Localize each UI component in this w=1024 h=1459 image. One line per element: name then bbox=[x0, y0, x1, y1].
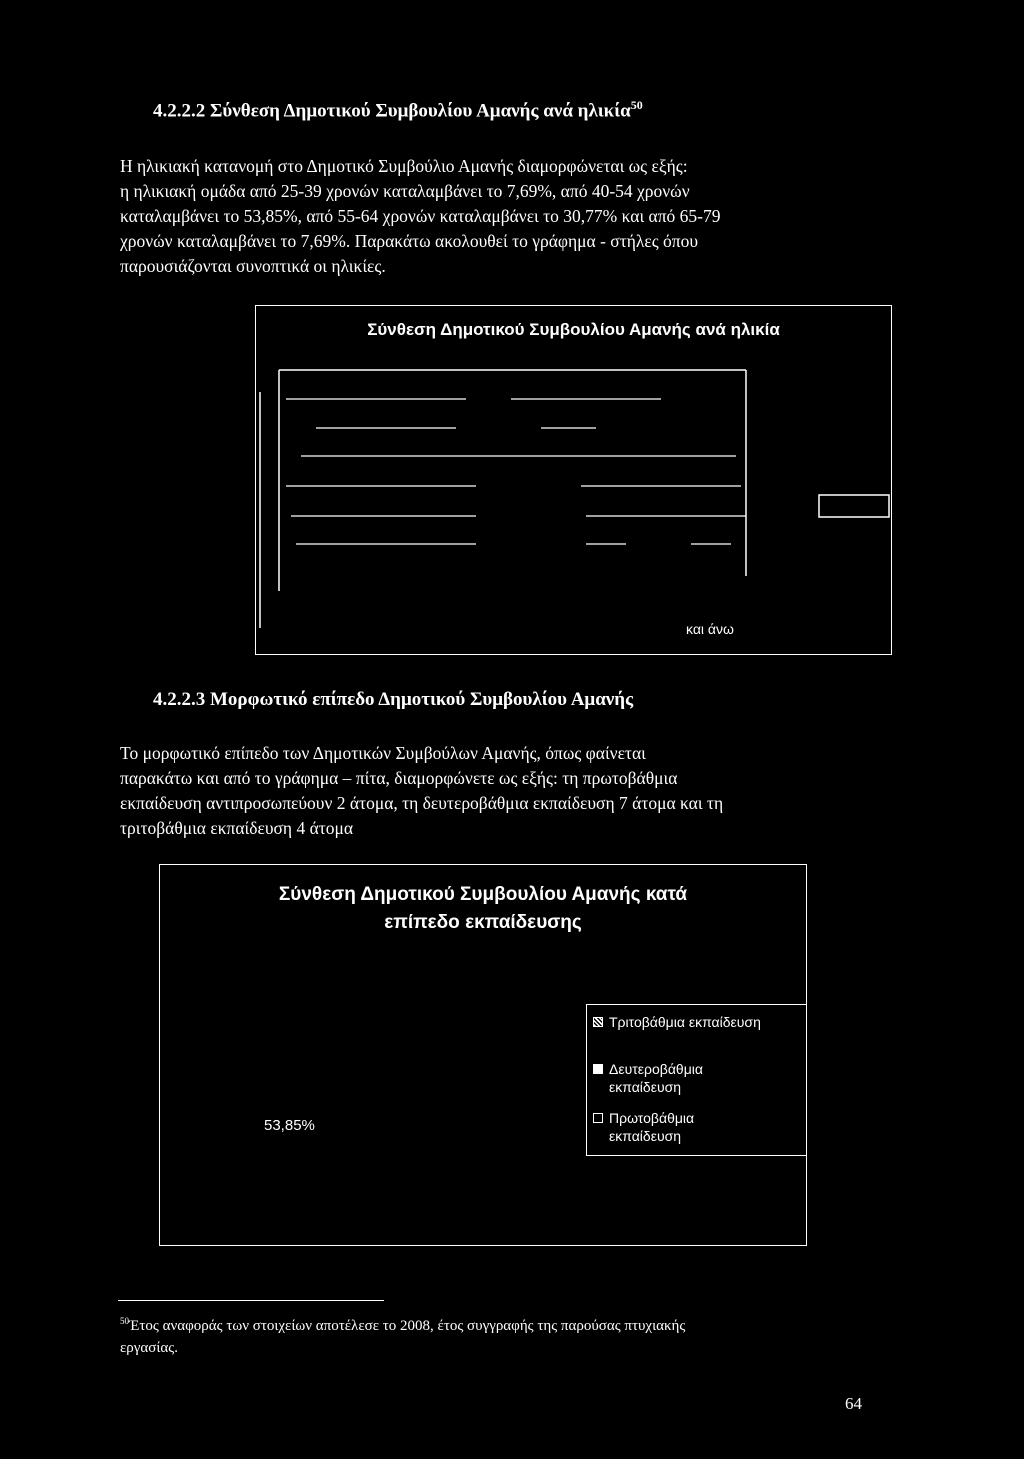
hatched-swatch-icon bbox=[593, 1017, 603, 1027]
page-number: 64 bbox=[845, 1394, 862, 1413]
legend-label: Τριτοβάθμια εκπαίδευση bbox=[609, 1014, 761, 1030]
legend-swatch-empty bbox=[819, 495, 889, 517]
education-chart-title-line: Σύνθεση Δημοτικού Συμβουλίου Αμανής κατά bbox=[278, 884, 688, 905]
education-chart-frame bbox=[159, 864, 807, 1246]
paragraph-line: χρονών καταλαμβάνει το 7,69%. Παρακάτω ακολουθεί το γράφημα - στήλες όπου bbox=[120, 231, 699, 251]
paragraph-line: παρουσιάζονται συνοπτικά οι ηλικίες. bbox=[120, 256, 386, 276]
age-chart-frame bbox=[255, 305, 892, 655]
legend-item-secondary bbox=[593, 1060, 703, 1096]
footnote-marker: 50 bbox=[120, 1316, 129, 1326]
legend-item-tertiary bbox=[593, 1013, 761, 1031]
axis-label-fragment: και άνω bbox=[686, 621, 734, 637]
paragraph-line: Το μορφωτικό επίπεδο των Δημοτικών Συμβούλων Αμανής, όπως φαίνεται bbox=[120, 743, 646, 763]
footnote-divider bbox=[118, 1300, 384, 1301]
pie-slice-label: 53,85% bbox=[264, 1117, 315, 1134]
paragraph-line: τριτοβάθμια εκπαίδευση 4 άτομα bbox=[120, 818, 354, 838]
legend-label: εκπαίδευση bbox=[609, 1128, 682, 1144]
empty-swatch-icon bbox=[593, 1113, 603, 1123]
age-paragraph bbox=[120, 154, 872, 279]
education-chart-title-line: επίπεδο εκπαίδευσης bbox=[384, 912, 582, 933]
legend-label: Δευτεροβάθμια bbox=[609, 1061, 703, 1077]
age-chart-plot bbox=[256, 306, 893, 656]
education-legend bbox=[586, 1004, 807, 1156]
legend-label: εκπαίδευση bbox=[609, 1079, 682, 1095]
education-paragraph bbox=[120, 741, 872, 841]
section-heading-education: 4.2.2.3 Μορφωτικό επίπεδο Δημοτικού Συμβουλίου Αμανής bbox=[153, 689, 634, 710]
gridlines bbox=[286, 399, 746, 544]
paragraph-line: παρακάτω και από το γράφημα – πίτα, διαμορφώνετε ως εξής: τη πρωτοβάθμια bbox=[120, 768, 678, 788]
paragraph-line: εκπαίδευση αντιπροσωπεύουν 2 άτομα, τη δευτεροβάθμια εκπαίδευση 7 άτομα και τη bbox=[120, 793, 724, 813]
education-chart-title bbox=[160, 881, 806, 937]
footnote bbox=[120, 1310, 880, 1359]
filled-swatch-icon bbox=[593, 1064, 603, 1074]
section-heading-age: 4.2.2.2 Σύνθεση Δημοτικού Συμβουλίου Αμανής ανά ηλικία$^{50}$ bbox=[153, 98, 643, 122]
legend-item-primary bbox=[593, 1109, 694, 1145]
paragraph-line: καταλαμβάνει το 53,85%, από 55-64 χρονών καταλαμβάνει το 30,77% και από 65-79 bbox=[120, 206, 721, 226]
footnote-line: $^{50}$Έτος αναφοράς των στοιχείων αποτέλεσε το 2008, έτος συγγραφής της παρούσας πτυχιακής bbox=[120, 1316, 686, 1334]
footnote-line: εργασίας. bbox=[120, 1340, 178, 1356]
footnote-ref: 50 bbox=[630, 98, 643, 112]
paragraph-line: η ηλικιακή ομάδα από 25-39 χρονών καταλαμβάνει το 7,69%, από 40-54 χρονών bbox=[120, 181, 690, 201]
paragraph-line: Η ηλικιακή κατανομή στο Δημοτικό Συμβούλιο Αμανής διαμορφώνεται ως εξής: bbox=[120, 156, 688, 176]
age-chart-title: Σύνθεση Δημοτικού Συμβουλίου Αμανής ανά ηλικία bbox=[367, 320, 780, 339]
legend-label: Πρωτοβάθμια bbox=[609, 1110, 695, 1126]
